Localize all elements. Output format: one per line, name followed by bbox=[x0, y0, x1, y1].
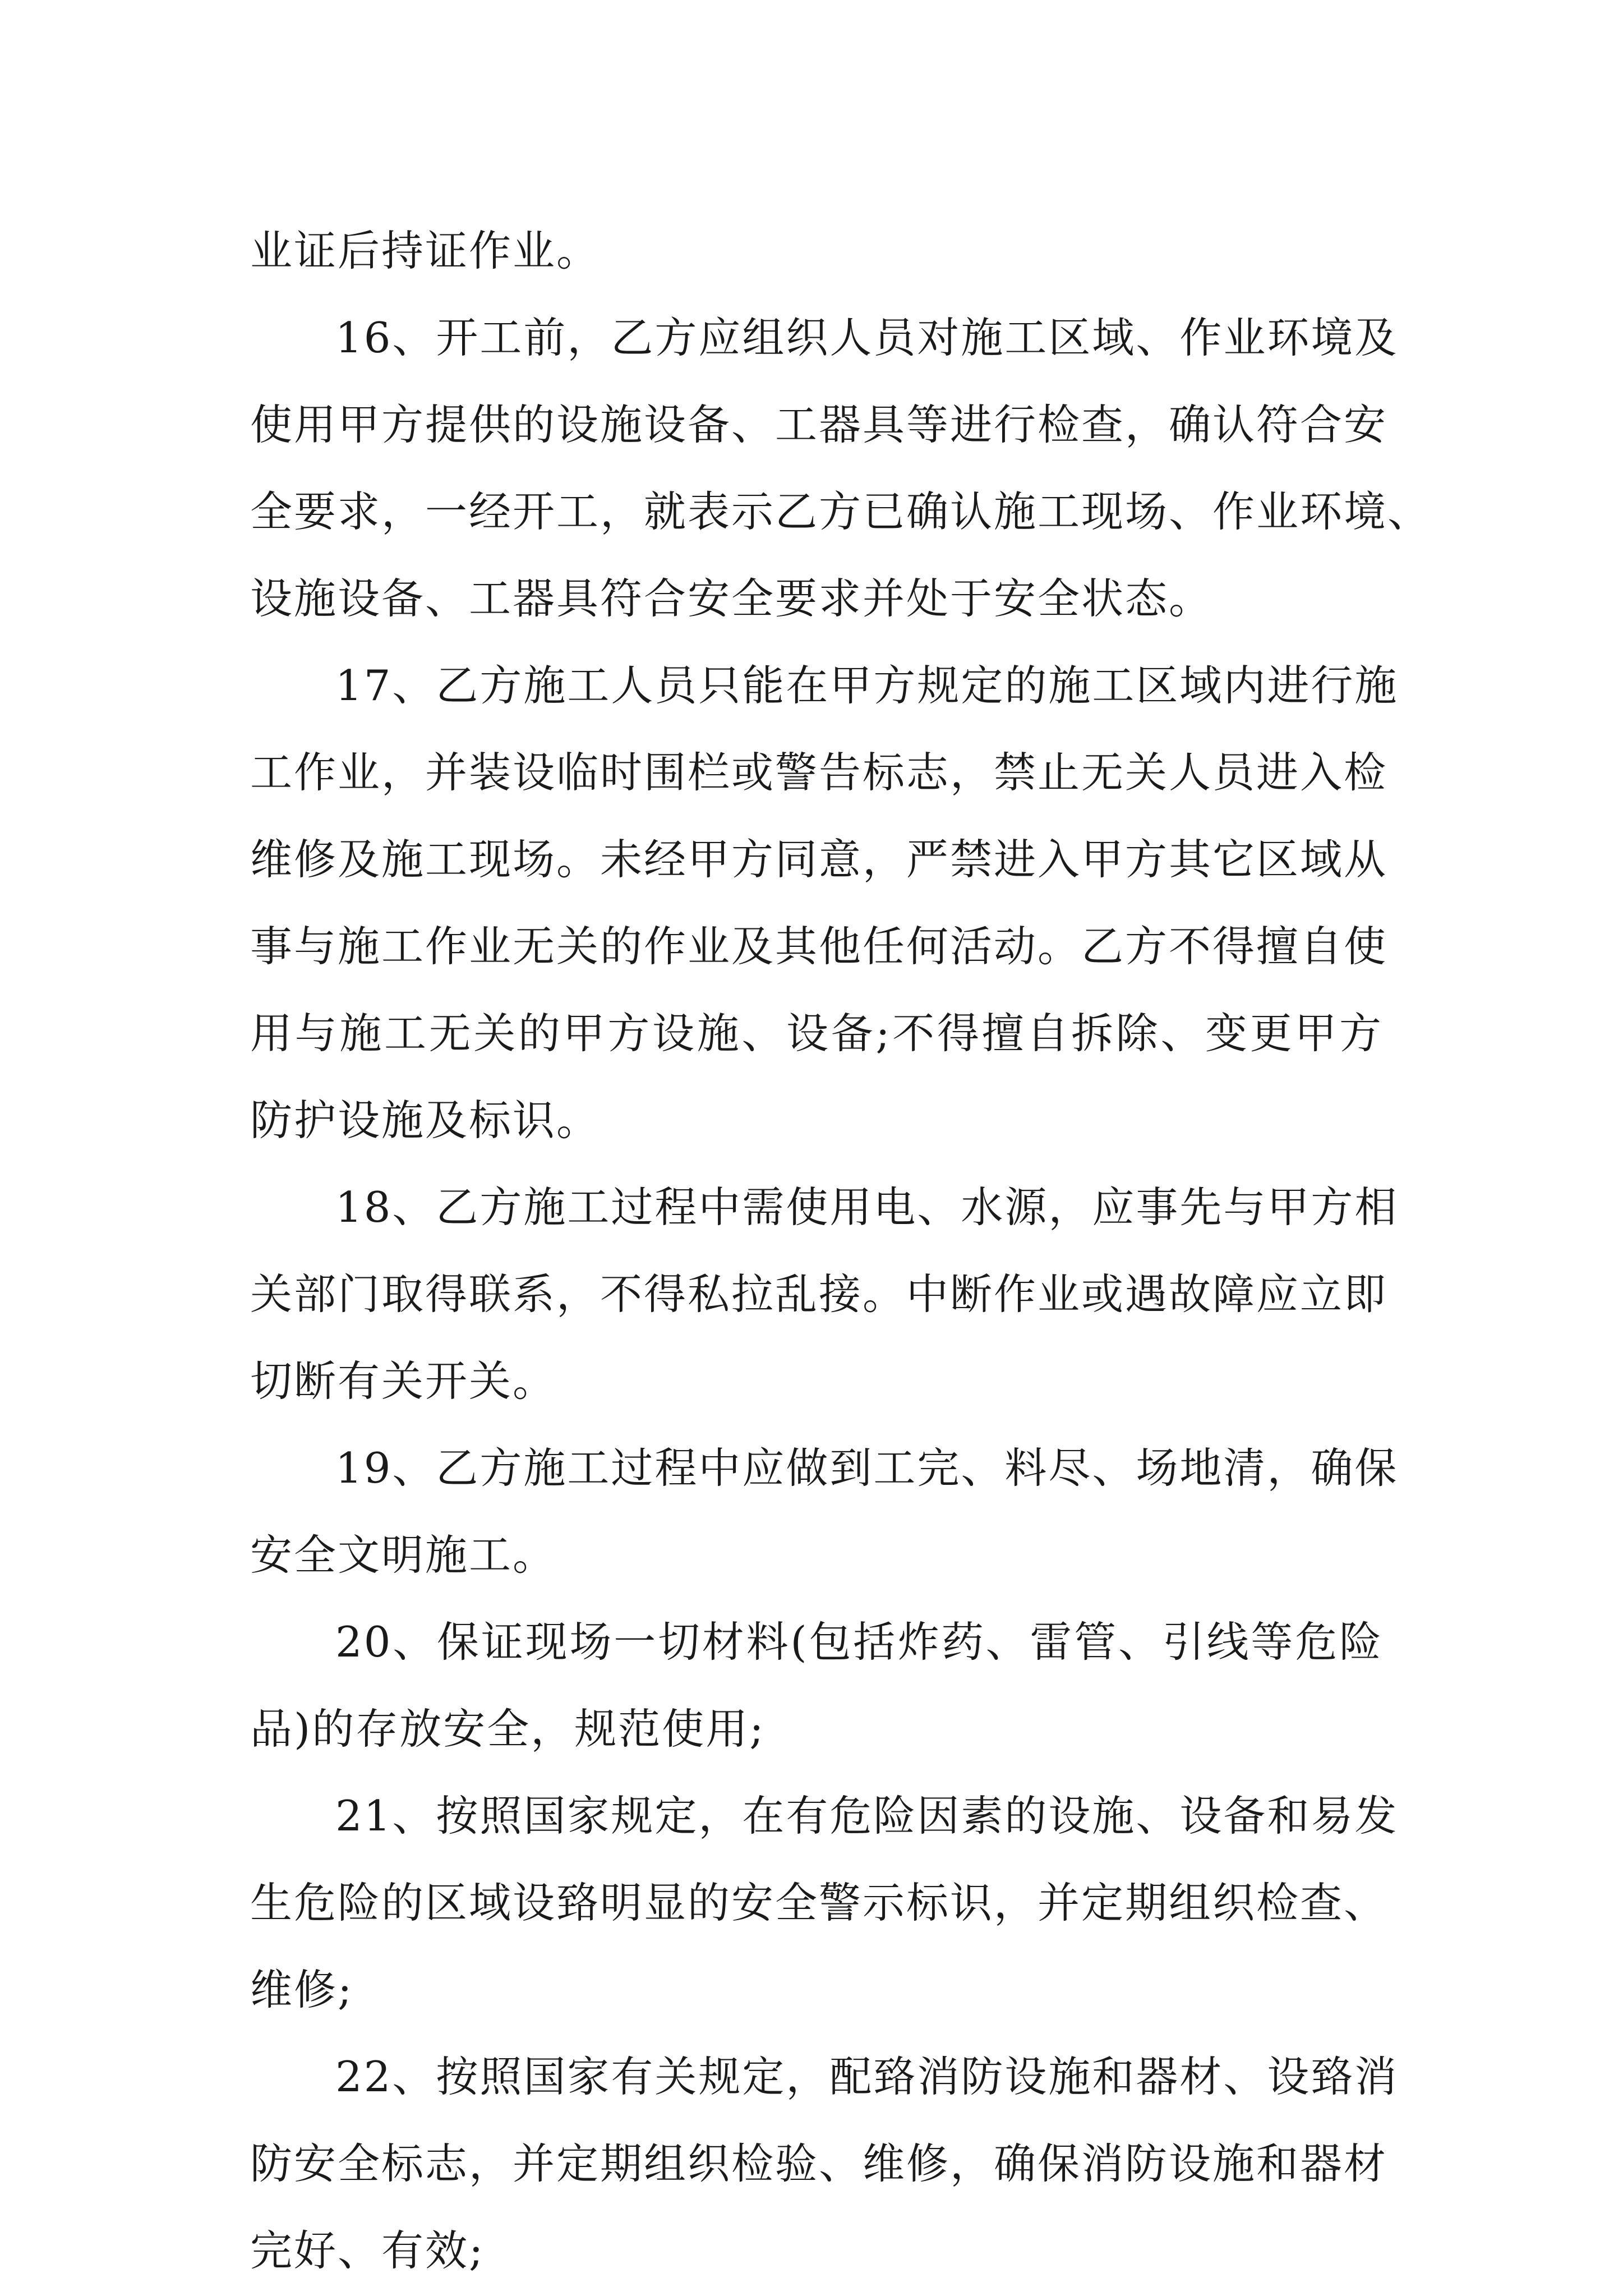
text-line: 工作业，并装设临时围栏或警告标志，禁止无关人员进入检 bbox=[250, 748, 1388, 797]
text-line: 完好、有效; bbox=[250, 2226, 485, 2275]
text-line: 防安全标志，并定期组织检验、维修，确保消防设施和器材 bbox=[250, 2139, 1388, 2188]
document-body bbox=[250, 208, 1432, 2294]
text-line: 17、乙方施工人员只能在甲方规定的施工区域内进行施 bbox=[335, 661, 1399, 710]
text-line: 安全文明施工。 bbox=[250, 1530, 557, 1580]
text-line: 品)的存放安全，规范使用; bbox=[250, 1704, 766, 1754]
text-line: 防护设施及标识。 bbox=[250, 1096, 601, 1145]
text-line: 用与施工无关的甲方设施、设备;不得擅自拆除、变更甲方 bbox=[250, 1009, 1383, 1058]
text-line: 18、乙方施工过程中需使用电、水源，应事先与甲方相 bbox=[335, 1182, 1399, 1232]
text-line: 21、按照国家规定，在有危险因素的设施、设备和易发 bbox=[335, 1791, 1399, 1841]
text-line: 全要求，一经开工，就表示乙方已确认施工现场、作业环境、 bbox=[250, 487, 1432, 536]
text-line: 维修及施工现场。未经甲方同意，严禁进入甲方其它区域从 bbox=[250, 835, 1388, 884]
paragraph bbox=[250, 1164, 1399, 1425]
text-line: 16、开工前，乙方应组织人员对施工区域、作业环境及 bbox=[335, 313, 1399, 362]
text-line: 维修; bbox=[250, 1965, 354, 2014]
text-line: 设施设备、工器具符合安全要求并处于安全状态。 bbox=[250, 574, 1213, 623]
text-line: 22、按照国家有关规定，配臵消防设施和器材、设臵消 bbox=[335, 2052, 1399, 2101]
paragraph bbox=[250, 208, 1383, 295]
paragraph bbox=[250, 2033, 1399, 2294]
paragraph bbox=[250, 295, 1432, 642]
text-line: 切断有关开关。 bbox=[250, 1356, 557, 1406]
paragraph bbox=[250, 1425, 1399, 1599]
text-line: 20、保证现场一切材料(包括炸药、雷管、引线等危险 bbox=[335, 1617, 1383, 1667]
paragraph bbox=[250, 1599, 1383, 1773]
text-line: 业证后持证作业。 bbox=[250, 226, 601, 275]
paragraph bbox=[250, 1773, 1399, 2033]
text-line: 事与施工作业无关的作业及其他任何活动。乙方不得擅自使 bbox=[250, 922, 1388, 971]
text-line: 关部门取得联系，不得私拉乱接。中断作业或遇故障应立即 bbox=[250, 1269, 1388, 1319]
paragraph bbox=[250, 642, 1399, 1164]
text-line: 生危险的区域设臵明显的安全警示标识，并定期组织检查、 bbox=[250, 1878, 1388, 1927]
text-line: 19、乙方施工过程中应做到工完、料尽、场地清，确保 bbox=[335, 1443, 1399, 1493]
text-line: 使用甲方提供的设施设备、工器具等进行检查，确认符合安 bbox=[250, 400, 1388, 449]
